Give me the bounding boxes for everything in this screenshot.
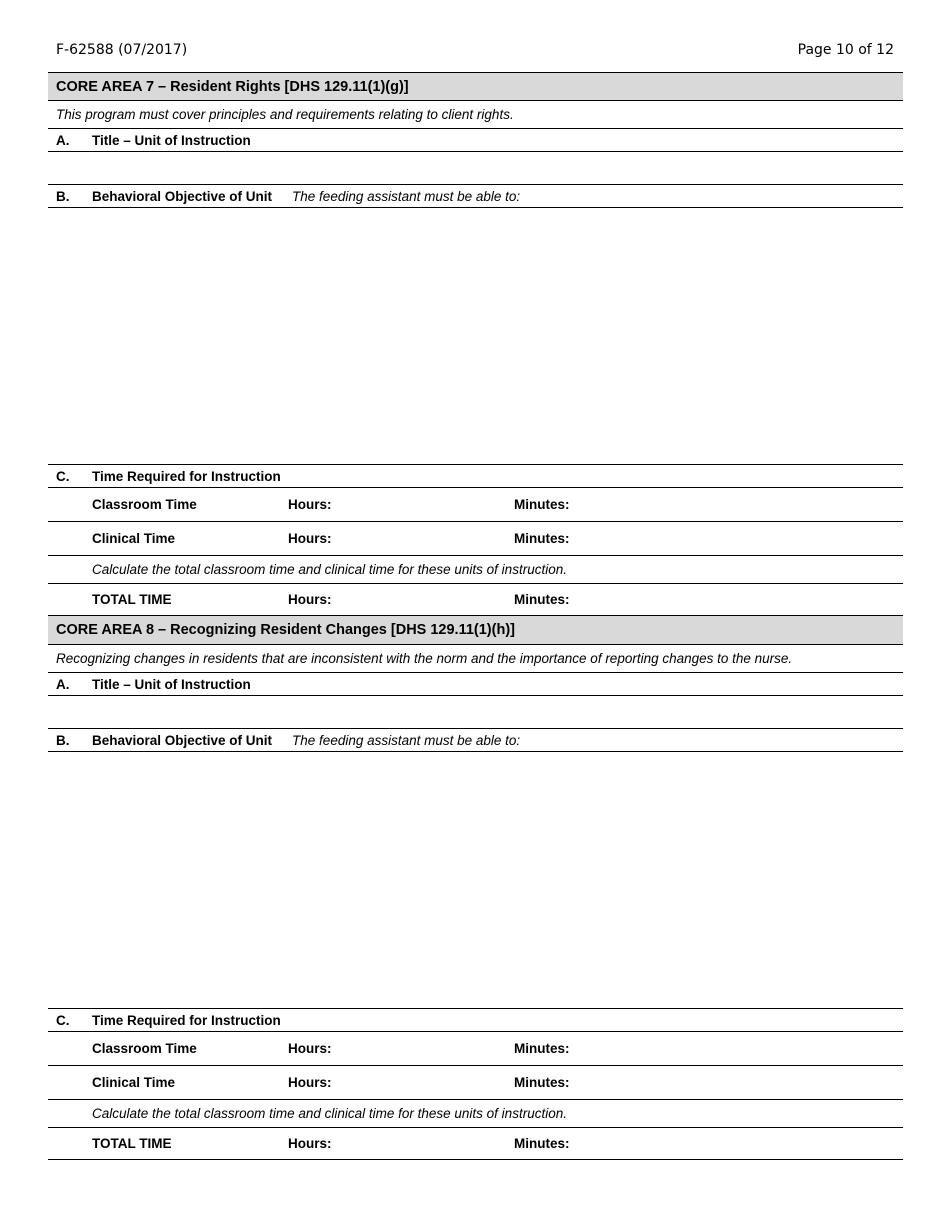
total-time-label: TOTAL TIME xyxy=(92,592,172,607)
clinical-hours-field[interactable]: Hours: xyxy=(288,1075,332,1090)
form-body xyxy=(48,72,903,1160)
section-b-label: Behavioral Objective of Unit xyxy=(92,732,273,748)
classroom-time-row xyxy=(48,1032,903,1066)
calc-note: Calculate the total classroom time and clinical time for these units of instruction. xyxy=(48,1100,903,1128)
section-c-header xyxy=(48,465,903,488)
page-number: Page 10 of 12 xyxy=(797,42,894,58)
core-area-7-title: CORE AREA 7 – Resident Rights [DHS 129.11(1)(g)] xyxy=(48,72,903,101)
total-minutes-field[interactable]: Minutes: xyxy=(514,1136,570,1151)
core-area-8-title: CORE AREA 8 – Recognizing Resident Changes [DHS 129.11(1)(h)] xyxy=(48,616,903,645)
classroom-hours-field[interactable]: Hours: xyxy=(288,1041,332,1056)
classroom-minutes-field[interactable]: Minutes: xyxy=(514,1041,570,1056)
clinical-time-row xyxy=(48,522,903,556)
unit-title-field[interactable] xyxy=(48,152,903,185)
clinical-hours-field[interactable]: Hours: xyxy=(288,531,332,546)
section-a-label: Title – Unit of Instruction xyxy=(92,676,251,692)
clinical-minutes-field[interactable]: Minutes: xyxy=(514,1075,570,1090)
core-area-8-description: Recognizing changes in residents that are inconsistent with the norm and the importance of reporting changes to the nurse. xyxy=(48,645,903,673)
classroom-time-label: Classroom Time xyxy=(92,497,197,512)
section-b-subtitle: The feeding assistant must be able to: xyxy=(292,732,521,748)
section-c-header xyxy=(48,1009,903,1032)
classroom-hours-field[interactable]: Hours: xyxy=(288,497,332,512)
total-time-row xyxy=(48,584,903,616)
section-c-label: Time Required for Instruction xyxy=(92,1012,281,1028)
classroom-time-label: Classroom Time xyxy=(92,1041,197,1056)
section-b-header xyxy=(48,729,903,752)
total-time-row xyxy=(48,1128,903,1160)
section-b-subtitle: The feeding assistant must be able to: xyxy=(292,188,521,204)
total-time-label: TOTAL TIME xyxy=(92,1136,172,1151)
form-id: F-62588 (07/2017) xyxy=(56,42,188,58)
total-minutes-field[interactable]: Minutes: xyxy=(514,592,570,607)
calc-note: Calculate the total classroom time and clinical time for these units of instruction. xyxy=(48,556,903,584)
behavioral-objective-field[interactable] xyxy=(48,208,903,465)
section-letter: C. xyxy=(56,468,70,484)
section-b-header xyxy=(48,185,903,208)
unit-title-field[interactable] xyxy=(48,696,903,729)
clinical-time-label: Clinical Time xyxy=(92,1075,176,1090)
behavioral-objective-field[interactable] xyxy=(48,752,903,1009)
clinical-time-label: Clinical Time xyxy=(92,531,176,546)
section-letter: B. xyxy=(56,188,70,204)
section-a-header xyxy=(48,129,903,152)
total-hours-field[interactable]: Hours: xyxy=(288,1136,332,1151)
section-c-label: Time Required for Instruction xyxy=(92,468,281,484)
classroom-minutes-field[interactable]: Minutes: xyxy=(514,497,570,512)
section-b-label: Behavioral Objective of Unit xyxy=(92,188,273,204)
classroom-time-row xyxy=(48,488,903,522)
section-letter: C. xyxy=(56,1012,70,1028)
total-hours-field[interactable]: Hours: xyxy=(288,592,332,607)
section-a-header xyxy=(48,673,903,696)
core-area-7-description: This program must cover principles and requirements relating to client rights. xyxy=(48,101,903,129)
clinical-time-row xyxy=(48,1066,903,1100)
section-a-label: Title – Unit of Instruction xyxy=(92,132,251,148)
clinical-minutes-field[interactable]: Minutes: xyxy=(514,531,570,546)
section-letter: A. xyxy=(56,132,70,148)
section-letter: B. xyxy=(56,732,70,748)
section-letter: A. xyxy=(56,676,70,692)
